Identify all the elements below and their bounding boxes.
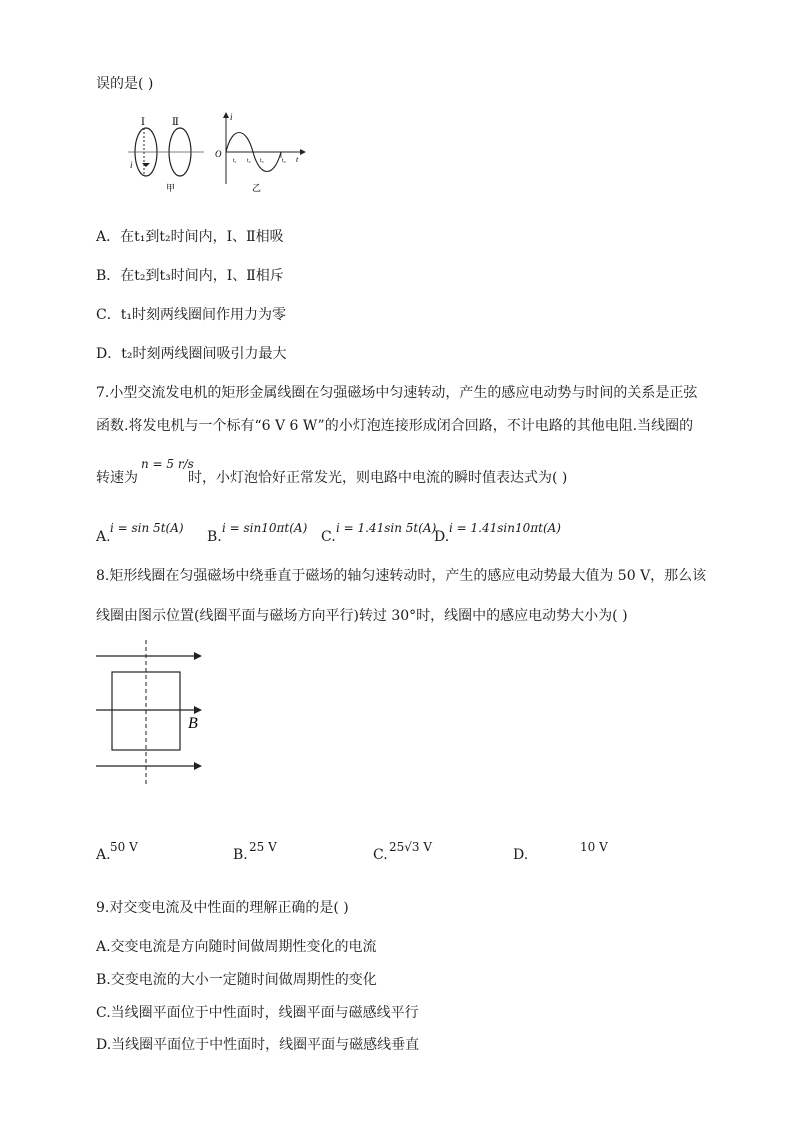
- q9-option-c[interactable]: C.当线圈平面位于中性面时，线圈平面与磁感线平行: [96, 1005, 419, 1021]
- t4-label: t₄: [282, 158, 286, 164]
- t3-label: t₃: [260, 158, 264, 164]
- q7-stem-line-1: 7.小型交流发电机的矩形金属线圈在匀强磁场中匀速转动，产生的感应电动势与时间的关系是正弦: [96, 385, 698, 401]
- q7-stem-line-3-prefix: 转速为: [96, 470, 138, 486]
- q7-option-d-label[interactable]: D.: [434, 529, 450, 545]
- q8-option-b-value[interactable]: 25 V: [249, 840, 277, 854]
- t2-label: t₂: [247, 158, 251, 164]
- figure-yi-label: 乙: [252, 183, 262, 193]
- current-label: i: [130, 160, 133, 170]
- q6-option-c[interactable]: C．t₁时刻两线圈间作用力为零: [96, 307, 286, 323]
- q6-figure: [128, 112, 308, 194]
- coil-1-label: Ⅰ: [141, 117, 145, 128]
- q8-option-c-label[interactable]: C.: [373, 847, 388, 863]
- t-axis-label: t: [296, 155, 299, 164]
- coil-2-label: Ⅱ: [172, 117, 179, 128]
- q6-option-b[interactable]: B．在t₂到t₃时间内，Ⅰ、Ⅱ相斥: [96, 268, 284, 284]
- q8-stem-line-2: 线圈由图示位置(线圈平面与磁场方向平行)转过 30°时，线圈中的感应电动势大小为( ): [96, 608, 628, 624]
- q7-option-a-expr[interactable]: i = sin 5t(A): [110, 521, 184, 535]
- q7-option-c-label[interactable]: C.: [321, 529, 336, 545]
- i-axis-arrow-icon: [223, 112, 229, 118]
- t-axis-arrow-icon: [300, 149, 306, 155]
- q8-option-d-label[interactable]: D.: [513, 847, 529, 863]
- q9-option-a[interactable]: A.交变电流是方向随时间做周期性变化的电流: [96, 939, 377, 955]
- t1-label: t₁: [233, 158, 237, 164]
- figure-jia-label: 甲: [166, 183, 176, 193]
- q7-rotation-speed-formula: n = 5 r/s: [141, 457, 194, 471]
- q9-option-d[interactable]: D.当线圈平面位于中性面时，线圈平面与磁感线垂直: [96, 1037, 420, 1053]
- current-arrow-icon: [142, 163, 150, 167]
- origin-label: O: [215, 149, 222, 159]
- field-b-label: B: [188, 715, 198, 732]
- q8-option-a-value[interactable]: 50 V: [110, 840, 138, 854]
- field-arrow-icon: [194, 762, 202, 770]
- q6-option-d[interactable]: D．t₂时刻两线圈间吸引力最大: [96, 346, 287, 362]
- q8-option-d-value[interactable]: 10 V: [580, 840, 608, 854]
- q9-option-b[interactable]: B.交变电流的大小一定随时间做周期性的变化: [96, 972, 377, 988]
- q8-stem-line-1: 8.矩形线圈在匀强磁场中绕垂直于磁场的轴匀速转动时，产生的感应电动势最大值为 50 V，那么该: [96, 568, 707, 584]
- q7-option-d-expr[interactable]: i = 1.41sin10πt(A): [449, 521, 561, 535]
- q7-option-b-label[interactable]: B.: [207, 529, 222, 545]
- q9-stem: 9.对交变电流及中性面的理解正确的是( ): [96, 900, 349, 916]
- question-6-stem-tail: 误的是( ): [96, 76, 154, 92]
- q8-option-a-label[interactable]: A.: [96, 847, 111, 863]
- q8-option-c-value[interactable]: 25√3 V: [389, 840, 433, 854]
- graph-i-label: i: [230, 112, 233, 122]
- q7-option-a-label[interactable]: A.: [96, 529, 111, 545]
- q7-stem-line-2: 函数.将发电机与一个标有“6 V 6 W”的小灯泡连接形成闭合回路，不计电路的其他电阻.当线圈的: [96, 418, 694, 434]
- q6-option-a[interactable]: A．在t₁到t₂时间内，Ⅰ、Ⅱ相吸: [96, 229, 284, 245]
- q7-option-c-expr[interactable]: i = 1.41sin 5t(A): [336, 521, 437, 535]
- q7-stem-line-3-suffix: 时，小灯泡恰好正常发光，则电路中电流的瞬时值表达式为( ): [188, 470, 568, 486]
- field-arrow-icon: [194, 706, 202, 714]
- field-arrow-icon: [194, 652, 202, 660]
- q7-option-b-expr[interactable]: i = sin10πt(A): [222, 521, 308, 535]
- q8-option-b-label[interactable]: B.: [233, 847, 248, 863]
- q8-figure: [94, 640, 214, 790]
